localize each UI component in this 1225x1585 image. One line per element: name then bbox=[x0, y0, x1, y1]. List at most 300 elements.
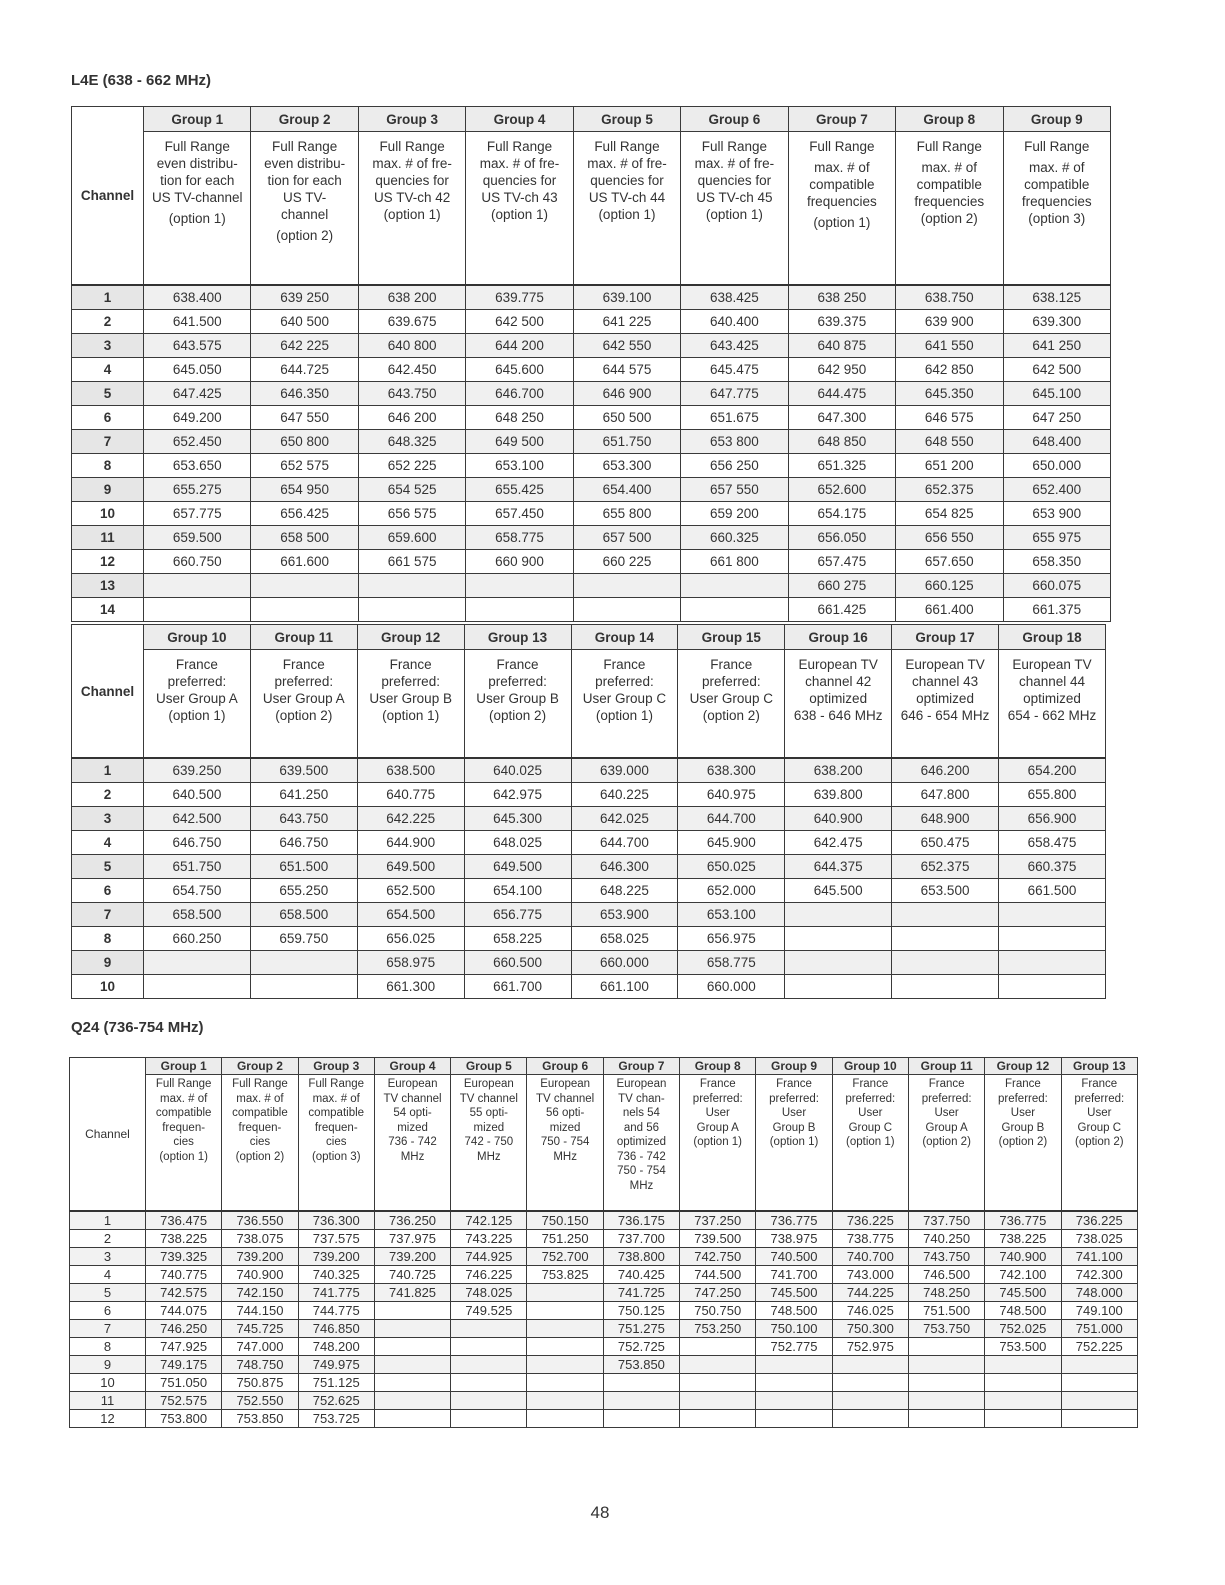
group-description-line: tion for each bbox=[160, 173, 235, 188]
group-description-line: Full Range bbox=[164, 139, 230, 154]
group-description-line: 742 - 750 bbox=[464, 1136, 514, 1148]
frequency-cell: 657 550 bbox=[681, 478, 788, 502]
frequency-cell: 750.100 bbox=[756, 1320, 832, 1338]
frequency-cell bbox=[451, 1410, 527, 1428]
frequency-cell: 660 275 bbox=[788, 574, 895, 598]
frequency-cell: 654 525 bbox=[358, 478, 465, 502]
group-description-line: quencies for bbox=[590, 173, 664, 188]
group-description-line: max. # of bbox=[814, 160, 870, 175]
group-description-line: (option 2) bbox=[922, 1136, 971, 1148]
group-header: Group 12 bbox=[357, 625, 464, 650]
frequency-cell: 660.000 bbox=[571, 951, 678, 975]
frequency-cell: 743.225 bbox=[451, 1230, 527, 1248]
frequency-cell: 647 250 bbox=[1003, 406, 1111, 430]
channel-header: Channel bbox=[72, 625, 144, 759]
table-row bbox=[72, 951, 1106, 975]
group-description-line: TV chan- bbox=[618, 1092, 665, 1105]
frequency-cell: 658 500 bbox=[251, 526, 358, 550]
frequency-cell bbox=[374, 1320, 450, 1338]
frequency-cell: 638.400 bbox=[144, 285, 251, 310]
group-description-line: and 56 bbox=[623, 1121, 660, 1134]
group-header: Group 13 bbox=[1061, 1058, 1137, 1075]
group-description-line: European bbox=[387, 1078, 438, 1090]
group-description bbox=[680, 1075, 756, 1212]
frequency-cell: 648 250 bbox=[466, 406, 573, 430]
group-description-line: compatible bbox=[155, 1107, 212, 1119]
frequency-cell: 750.125 bbox=[603, 1302, 679, 1320]
group-description-line: Full Range bbox=[379, 139, 445, 154]
channel-number: 1 bbox=[72, 285, 144, 310]
frequency-cell bbox=[358, 598, 465, 622]
frequency-cell: 656 550 bbox=[896, 526, 1003, 550]
group-description-line: preferred: bbox=[702, 674, 761, 689]
frequency-cell: 741.700 bbox=[756, 1266, 832, 1284]
frequency-cell bbox=[985, 1356, 1061, 1374]
frequency-cell: 742.300 bbox=[1061, 1266, 1137, 1284]
frequency-cell: 737.575 bbox=[298, 1230, 374, 1248]
frequency-cell bbox=[603, 1392, 679, 1410]
frequency-cell bbox=[527, 1320, 603, 1338]
frequency-cell: 644.700 bbox=[571, 831, 678, 855]
table-row bbox=[72, 855, 1106, 879]
frequency-cell: 640.900 bbox=[785, 807, 892, 831]
frequency-cell: 647 550 bbox=[251, 406, 358, 430]
group-description bbox=[603, 1075, 679, 1212]
frequency-cell bbox=[680, 1338, 756, 1356]
frequency-cell: 654.175 bbox=[788, 502, 895, 526]
group-description-line: channel 44 bbox=[1018, 674, 1086, 689]
frequency-cell: 648.325 bbox=[358, 430, 465, 454]
group-header: Group 6 bbox=[527, 1058, 603, 1075]
frequency-cell: 645.350 bbox=[896, 382, 1003, 406]
frequency-cell: 748.500 bbox=[985, 1302, 1061, 1320]
group-description-line: optimized bbox=[1023, 691, 1081, 706]
frequency-cell: 645.300 bbox=[464, 807, 571, 831]
channel-number: 7 bbox=[72, 430, 144, 454]
frequency-cell: 738.800 bbox=[603, 1248, 679, 1266]
frequency-cell: 753.800 bbox=[146, 1410, 222, 1428]
frequency-cell: 749.525 bbox=[451, 1302, 527, 1320]
group-description-line: France bbox=[776, 1078, 812, 1090]
frequency-cell: 739.200 bbox=[222, 1248, 298, 1266]
group-description-line: European TV bbox=[798, 657, 878, 672]
table-row bbox=[72, 574, 1111, 598]
frequency-cell: 752.725 bbox=[603, 1338, 679, 1356]
frequency-cell: 644.725 bbox=[251, 358, 358, 382]
frequency-cell bbox=[144, 951, 251, 975]
frequency-cell: 652.500 bbox=[357, 879, 464, 903]
frequency-cell: 640 500 bbox=[251, 310, 358, 334]
group-description bbox=[756, 1075, 832, 1212]
group-description-line: 56 opti- bbox=[545, 1107, 585, 1119]
frequency-cell: 638.425 bbox=[681, 285, 788, 310]
group-description bbox=[451, 1075, 527, 1212]
frequency-cell: 736.225 bbox=[832, 1211, 908, 1230]
frequency-cell bbox=[1061, 1356, 1137, 1374]
table-row bbox=[70, 1320, 1138, 1338]
frequency-cell bbox=[250, 975, 357, 999]
frequency-cell: 644.375 bbox=[785, 855, 892, 879]
frequency-cell: 648 850 bbox=[788, 430, 895, 454]
frequency-cell: 753.850 bbox=[222, 1410, 298, 1428]
group-description bbox=[1003, 132, 1111, 286]
table-row bbox=[70, 1284, 1138, 1302]
frequency-cell: 752.625 bbox=[298, 1392, 374, 1410]
frequency-cell: 748.750 bbox=[222, 1356, 298, 1374]
group-description-line: Group C bbox=[848, 1121, 893, 1134]
group-description-line: User bbox=[1010, 1107, 1036, 1119]
frequency-cell: 638 250 bbox=[788, 285, 895, 310]
frequency-cell bbox=[573, 598, 680, 622]
group-description-line: compatible bbox=[1024, 177, 1090, 192]
group-description-line: frequen- bbox=[238, 1121, 282, 1134]
frequency-cell: 638.750 bbox=[896, 285, 1003, 310]
frequency-cell: 638.125 bbox=[1003, 285, 1111, 310]
frequency-cell: 642.475 bbox=[785, 831, 892, 855]
frequency-cell bbox=[466, 574, 573, 598]
group-description-line: max. # of bbox=[159, 1092, 208, 1105]
group-description-line: quencies for bbox=[482, 173, 557, 188]
group-description-line: compatible bbox=[916, 177, 982, 192]
frequency-cell bbox=[466, 598, 573, 622]
frequency-cell: 639 900 bbox=[896, 310, 1003, 334]
frequency-cell: 645.900 bbox=[678, 831, 785, 855]
group-description bbox=[788, 132, 895, 286]
group-description-line: preferred: bbox=[167, 674, 227, 689]
table-row bbox=[70, 1266, 1138, 1284]
channel-number: 1 bbox=[72, 758, 144, 783]
group-description-line: (option 1) bbox=[382, 708, 440, 723]
table-row bbox=[72, 382, 1111, 406]
frequency-cell: 742.575 bbox=[146, 1284, 222, 1302]
group-header: Group 14 bbox=[571, 625, 678, 650]
frequency-cell: 753.750 bbox=[908, 1320, 984, 1338]
frequency-cell bbox=[892, 927, 999, 951]
frequency-cell: 644.700 bbox=[678, 807, 785, 831]
frequency-cell bbox=[374, 1374, 450, 1392]
group-description-line: mized bbox=[473, 1121, 505, 1134]
frequency-cell: 647.775 bbox=[681, 382, 788, 406]
frequency-cell bbox=[680, 1356, 756, 1374]
frequency-cell bbox=[756, 1410, 832, 1428]
frequency-cell: 736.475 bbox=[146, 1211, 222, 1230]
frequency-cell: 657.775 bbox=[144, 502, 251, 526]
frequency-cell: 737.975 bbox=[374, 1230, 450, 1248]
frequency-cell: 738.225 bbox=[146, 1230, 222, 1248]
frequency-cell: 649.200 bbox=[144, 406, 251, 430]
channel-number: 11 bbox=[72, 526, 144, 550]
channel-number: 8 bbox=[70, 1338, 146, 1356]
group-description-line: Full Range bbox=[308, 1078, 365, 1090]
group-description-line: (option 1) bbox=[168, 708, 226, 723]
group-description-line: Full Range bbox=[1024, 139, 1090, 154]
frequency-cell: 753.850 bbox=[603, 1356, 679, 1374]
frequency-cell: 741.100 bbox=[1061, 1248, 1137, 1266]
frequency-cell bbox=[1061, 1392, 1137, 1410]
group-description-line: preferred: bbox=[997, 1092, 1048, 1105]
frequency-cell bbox=[785, 927, 892, 951]
frequency-cell: 655.250 bbox=[250, 879, 357, 903]
group-description-line: European TV bbox=[905, 657, 985, 672]
frequency-cell bbox=[144, 975, 251, 999]
table-row bbox=[72, 879, 1106, 903]
group-description-line: preferred: bbox=[845, 1092, 896, 1105]
group-description-line: max. # of bbox=[236, 1092, 284, 1105]
table-row bbox=[70, 1211, 1138, 1230]
channel-number: 1 bbox=[70, 1211, 146, 1230]
channel-number: 3 bbox=[72, 807, 144, 831]
frequency-cell: 642.500 bbox=[144, 807, 251, 831]
group-description-line: TV channel bbox=[459, 1092, 518, 1105]
frequency-cell: 660 225 bbox=[573, 550, 680, 574]
frequency-cell bbox=[832, 1356, 908, 1374]
frequency-cell: 653.650 bbox=[144, 454, 251, 478]
frequency-cell bbox=[680, 1392, 756, 1410]
frequency-cell: 739.200 bbox=[374, 1248, 450, 1266]
group-description-line: MHz bbox=[400, 1150, 425, 1163]
frequency-cell bbox=[985, 1410, 1061, 1428]
group-description-line: max. # of bbox=[921, 160, 978, 175]
frequency-cell: 737.250 bbox=[680, 1211, 756, 1230]
group-description-line: 750 - 754 bbox=[617, 1165, 666, 1177]
group-description-line: (option 2) bbox=[275, 708, 333, 723]
group-header: Group 16 bbox=[785, 625, 892, 650]
group-header: Group 15 bbox=[678, 625, 785, 650]
group-header: Group 5 bbox=[451, 1058, 527, 1075]
frequency-cell: 642 500 bbox=[466, 310, 573, 334]
group-description-line: US TV-ch 45 bbox=[696, 190, 773, 205]
group-description-line: US TV-ch 43 bbox=[481, 190, 558, 205]
frequency-cell: 650 500 bbox=[573, 406, 680, 430]
frequency-table-l4e-groups-1-9 bbox=[71, 106, 1111, 622]
table-row bbox=[70, 1230, 1138, 1248]
frequency-cell: 741.725 bbox=[603, 1284, 679, 1302]
frequency-cell: 661 575 bbox=[358, 550, 465, 574]
frequency-cell bbox=[832, 1410, 908, 1428]
channel-number: 12 bbox=[70, 1410, 146, 1428]
table-row bbox=[72, 927, 1106, 951]
frequency-cell bbox=[680, 1374, 756, 1392]
frequency-cell: 738.775 bbox=[832, 1230, 908, 1248]
group-description-line: TV channel bbox=[383, 1092, 442, 1105]
frequency-cell bbox=[250, 951, 357, 975]
frequency-cell bbox=[527, 1392, 603, 1410]
channel-number: 4 bbox=[70, 1266, 146, 1284]
group-description-line: even distribu- bbox=[156, 156, 238, 171]
frequency-cell: 657.650 bbox=[896, 550, 1003, 574]
group-description bbox=[1061, 1075, 1137, 1212]
group-description-line: optimized bbox=[809, 691, 868, 706]
frequency-cell: 652 575 bbox=[251, 454, 358, 478]
frequency-cell: 656.425 bbox=[251, 502, 358, 526]
frequency-cell: 648.225 bbox=[571, 879, 678, 903]
frequency-cell bbox=[832, 1392, 908, 1410]
group-description-line: preferred: bbox=[1074, 1092, 1125, 1105]
group-header: Group 9 bbox=[1003, 107, 1111, 132]
frequency-cell: 738.225 bbox=[985, 1230, 1061, 1248]
frequency-cell: 744.500 bbox=[680, 1266, 756, 1284]
group-description bbox=[832, 1075, 908, 1212]
frequency-cell: 745.500 bbox=[985, 1284, 1061, 1302]
group-description-line: preferred: bbox=[769, 1092, 819, 1105]
frequency-cell: 660.325 bbox=[681, 526, 788, 550]
frequency-cell: 746.225 bbox=[451, 1266, 527, 1284]
frequency-cell: 657 500 bbox=[573, 526, 680, 550]
frequency-cell bbox=[374, 1338, 450, 1356]
group-header: Group 9 bbox=[756, 1058, 832, 1075]
group-description-line: preferred: bbox=[381, 674, 440, 689]
frequency-cell: 658.775 bbox=[678, 951, 785, 975]
frequency-cell: 751.050 bbox=[146, 1374, 222, 1392]
group-description-line: Group B bbox=[1001, 1121, 1045, 1134]
frequency-cell bbox=[756, 1392, 832, 1410]
frequency-cell: 736.775 bbox=[756, 1211, 832, 1230]
frequency-cell: 738.025 bbox=[1061, 1230, 1137, 1248]
table-row bbox=[70, 1356, 1138, 1374]
frequency-cell: 654.100 bbox=[464, 879, 571, 903]
frequency-cell: 655.800 bbox=[999, 783, 1106, 807]
frequency-cell: 661.500 bbox=[999, 879, 1106, 903]
frequency-cell bbox=[832, 1374, 908, 1392]
frequency-cell bbox=[527, 1356, 603, 1374]
frequency-cell bbox=[251, 574, 358, 598]
frequency-cell bbox=[451, 1374, 527, 1392]
frequency-cell: 638.300 bbox=[678, 758, 785, 783]
frequency-cell bbox=[603, 1410, 679, 1428]
group-description bbox=[298, 1075, 374, 1212]
group-description-line: France bbox=[1005, 1078, 1041, 1090]
channel-number: 8 bbox=[72, 454, 144, 478]
group-header: Group 2 bbox=[222, 1058, 298, 1075]
group-description bbox=[358, 132, 465, 286]
frequency-cell: 753.500 bbox=[985, 1338, 1061, 1356]
frequency-cell: 642 550 bbox=[573, 334, 680, 358]
group-description-line: frequen- bbox=[162, 1121, 206, 1134]
group-description-line: preferred: bbox=[488, 674, 547, 689]
frequency-cell: 649.500 bbox=[357, 855, 464, 879]
group-description-line: cies bbox=[249, 1136, 271, 1148]
frequency-cell: 660.075 bbox=[1003, 574, 1111, 598]
frequency-cell: 752.775 bbox=[756, 1338, 832, 1356]
group-description-line: frequen- bbox=[314, 1121, 358, 1134]
group-description-line: TV channel bbox=[536, 1092, 595, 1105]
table-row bbox=[72, 406, 1111, 430]
group-description-line: 736 - 742 bbox=[388, 1136, 437, 1148]
group-description-line: (option 2) bbox=[235, 1150, 285, 1163]
channel-number: 13 bbox=[72, 574, 144, 598]
table-row bbox=[70, 1248, 1138, 1266]
frequency-cell: 643.575 bbox=[144, 334, 251, 358]
group-description-line: European bbox=[540, 1078, 591, 1090]
group-description-line: 54 opti- bbox=[393, 1107, 432, 1119]
frequency-cell: 656.975 bbox=[678, 927, 785, 951]
frequency-cell: 645.600 bbox=[466, 358, 573, 382]
channel-number: 11 bbox=[70, 1392, 146, 1410]
table-row bbox=[72, 478, 1111, 502]
frequency-cell: 642.025 bbox=[571, 807, 678, 831]
group-description bbox=[571, 650, 678, 759]
frequency-cell: 640.400 bbox=[681, 310, 788, 334]
frequency-cell: 653.100 bbox=[678, 903, 785, 927]
group-description bbox=[144, 132, 251, 286]
frequency-cell: 654 825 bbox=[896, 502, 1003, 526]
frequency-cell: 647.800 bbox=[892, 783, 999, 807]
group-description-line: User bbox=[781, 1107, 807, 1119]
channel-number: 5 bbox=[72, 855, 144, 879]
frequency-cell: 642.450 bbox=[358, 358, 465, 382]
frequency-cell: 745.725 bbox=[222, 1320, 298, 1338]
frequency-cell: 651.750 bbox=[144, 855, 251, 879]
frequency-cell: 639.375 bbox=[788, 310, 895, 334]
table-row bbox=[72, 975, 1106, 999]
frequency-cell: 641 250 bbox=[1003, 334, 1111, 358]
group-description-line: 654 - 662 MHz bbox=[1007, 708, 1097, 723]
group-description bbox=[466, 132, 573, 286]
group-description-line: (option 1) bbox=[168, 211, 226, 226]
frequency-cell: 653.100 bbox=[466, 454, 573, 478]
frequency-cell: 738.975 bbox=[756, 1230, 832, 1248]
frequency-cell: 740.775 bbox=[146, 1266, 222, 1284]
group-description-line: (option 2) bbox=[276, 228, 334, 243]
frequency-cell: 644 200 bbox=[466, 334, 573, 358]
group-description-line: preferred: bbox=[274, 674, 334, 689]
frequency-cell: 740.900 bbox=[222, 1266, 298, 1284]
frequency-cell: 743.000 bbox=[832, 1266, 908, 1284]
group-description-line: max. # of fre- bbox=[479, 156, 560, 171]
group-description-line: France bbox=[389, 657, 432, 672]
frequency-cell bbox=[985, 1374, 1061, 1392]
frequency-cell: 639.000 bbox=[571, 758, 678, 783]
frequency-cell: 750.875 bbox=[222, 1374, 298, 1392]
group-description-line: (option 1) bbox=[846, 1136, 895, 1148]
frequency-cell: 746.850 bbox=[298, 1320, 374, 1338]
group-description-line: France bbox=[710, 657, 753, 672]
channel-number: 14 bbox=[72, 598, 144, 622]
frequency-cell bbox=[985, 1392, 1061, 1410]
group-description bbox=[985, 1075, 1061, 1212]
frequency-cell: 653.500 bbox=[892, 879, 999, 903]
frequency-cell: 654.200 bbox=[999, 758, 1106, 783]
frequency-cell: 638.500 bbox=[357, 758, 464, 783]
frequency-cell bbox=[527, 1302, 603, 1320]
frequency-cell: 645.050 bbox=[144, 358, 251, 382]
channel-number: 10 bbox=[72, 502, 144, 526]
frequency-cell: 660.750 bbox=[144, 550, 251, 574]
group-description-line: mized bbox=[397, 1121, 428, 1134]
group-description-line: max. # of bbox=[312, 1092, 360, 1105]
frequency-cell: 645.475 bbox=[681, 358, 788, 382]
frequency-cell bbox=[527, 1338, 603, 1356]
frequency-cell bbox=[144, 574, 251, 598]
table-row bbox=[72, 807, 1106, 831]
group-header: Group 10 bbox=[144, 625, 251, 650]
frequency-cell: 744.775 bbox=[298, 1302, 374, 1320]
frequency-cell: 746.250 bbox=[146, 1320, 222, 1338]
group-description-line: Full Range bbox=[916, 139, 982, 154]
frequency-cell: 661.425 bbox=[788, 598, 895, 622]
frequency-cell: 654 950 bbox=[251, 478, 358, 502]
frequency-cell bbox=[1061, 1374, 1137, 1392]
group-description-line: cies bbox=[326, 1136, 347, 1148]
frequency-cell bbox=[999, 903, 1106, 927]
group-description-line: User bbox=[1087, 1107, 1112, 1119]
frequency-cell: 655 975 bbox=[1003, 526, 1111, 550]
frequency-cell: 744.075 bbox=[146, 1302, 222, 1320]
group-header: Group 7 bbox=[603, 1058, 679, 1075]
group-description bbox=[250, 650, 357, 759]
frequency-cell: 743.750 bbox=[908, 1248, 984, 1266]
frequency-cell: 738.075 bbox=[222, 1230, 298, 1248]
